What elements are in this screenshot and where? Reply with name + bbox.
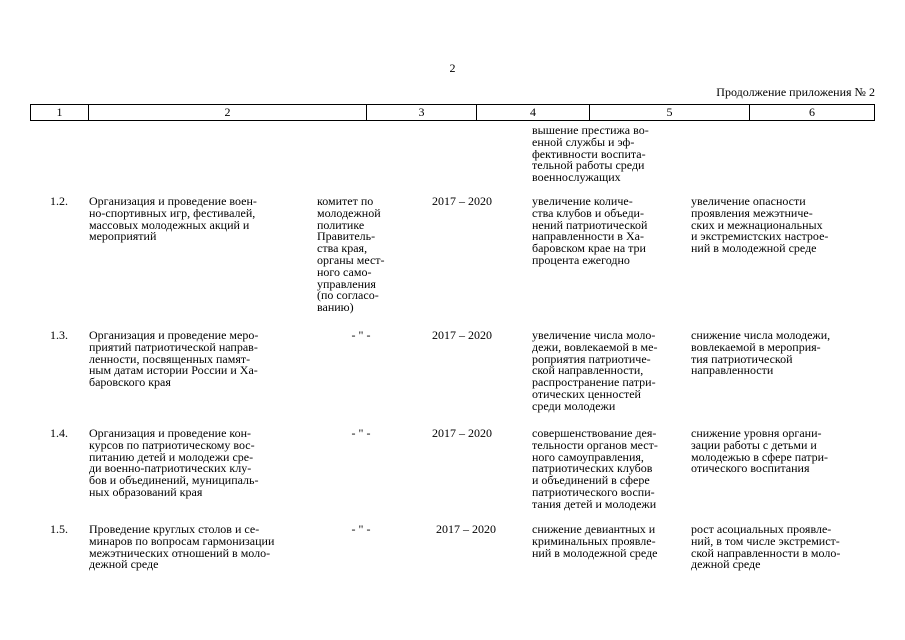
row-period: 2017 – 2020: [432, 328, 492, 342]
row-risk: увеличение опасности проявления межэтниче- ских и межнациональных и экстремистских настрое- ний в молодежной среде: [691, 194, 829, 256]
header-col-6: 6: [809, 105, 815, 119]
row-risk: рост асоциальных проявле- ний, в том числе экстремист- ской направленности в моло- дежной среде: [691, 522, 841, 572]
continuation-label: Продолжение приложения № 2: [716, 85, 875, 99]
row-event: Организация и проведение кон- курсов по патриотическому вос- питанию детей и молодежи сре- ди военно-патриотических клу- бов и объединений, муниципаль- ных образований края: [89, 426, 259, 499]
row-number: 1.2.: [50, 194, 68, 208]
row-number: 1.4.: [50, 426, 68, 440]
row-event: Организация и проведение воен- но-спортивных игр, фестивалей, массовых молодежных акций и мероприятий: [89, 194, 257, 244]
row-result: снижение девиантных и криминальных проявле- ний в молодежной среде: [532, 522, 658, 560]
row-result: увеличение числа моло- дежи, вовлекаемой в ме- роприятия патриотиче- ской направленности, распространение патри- отических ценностей среди молодежи: [532, 328, 658, 413]
header-col-3: 3: [367, 105, 477, 120]
header-col-5: 5: [590, 105, 750, 120]
header-col-1: 1: [31, 105, 89, 120]
page-number: 2: [449, 61, 456, 75]
row-risk: снижение числа молодежи, вовлекаемой в мероприя- тия патриотической направленности: [691, 328, 831, 378]
row-period: 2017 – 2020: [432, 194, 492, 208]
header-col-4: 4: [477, 105, 590, 120]
row-result: увеличение количе- ства клубов и объеди- нений патриотической направленности в Ха- баровском крае на три процента ежегодно: [532, 194, 648, 267]
row-risk: снижение уровня органи- зации работы с детьми и молодежью в сфере патри- отического воспитания: [691, 426, 829, 476]
row-executor: - " -: [351, 328, 371, 342]
row-executor: - " -: [351, 522, 371, 536]
row-result: совершенствование дея- тельности органов мест- ного самоуправления, патриотических клубов и объединений в сфере патриотического воспи- тания детей и молодежи: [532, 426, 658, 511]
table-header-row: [30, 104, 875, 121]
row-event: Организация и проведение меро- приятий патриотической направ- ленности, посвященных памят- ным датам истории России и Ха- баровского края: [89, 328, 259, 390]
row-event: Проведение круглых столов и се- минаров по вопросам гармонизации межэтнических отношений в моло- дежной среде: [89, 522, 275, 572]
header-col-2: 2: [89, 105, 367, 120]
row-executor: - " -: [351, 426, 371, 440]
row-executor: комитет по молодежной политике Правитель- ства края, органы мест- ного само- управления (по согласо- ванию): [317, 194, 385, 315]
row-period: 2017 – 2020: [432, 426, 492, 440]
row-number: 1.5.: [50, 522, 68, 536]
carryover-result-text: вышение престижа во- енной службы и эф- фективности воспита- тельной работы среди военнослужащих: [532, 123, 649, 185]
row-number: 1.3.: [50, 328, 68, 342]
row-period: 2017 – 2020: [436, 522, 496, 536]
